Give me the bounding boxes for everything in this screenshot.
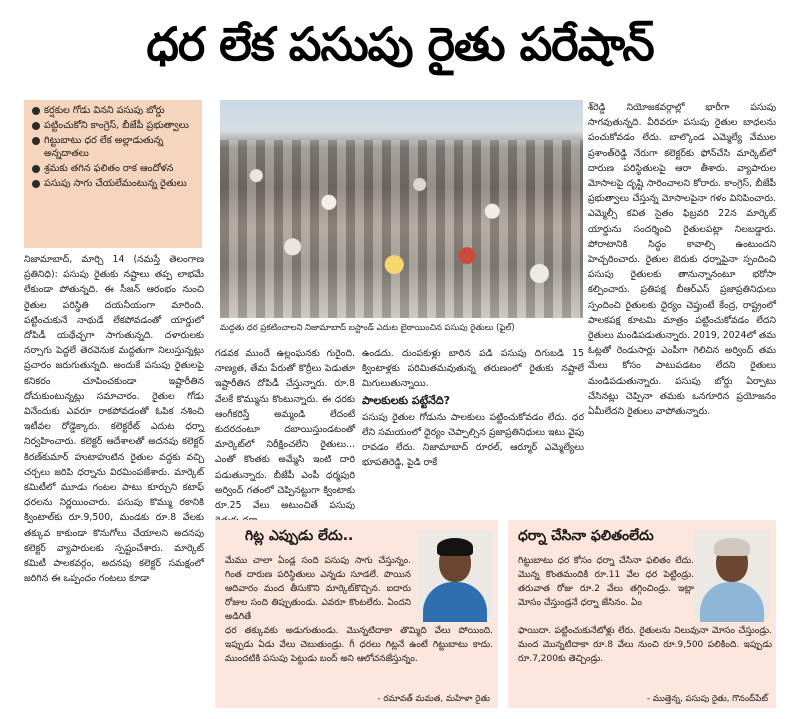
- highlight-text: గిట్టుబాటు ధర లేక అల్లాడుతున్న అన్నదాతలు: [44, 135, 164, 159]
- portrait-hair: [714, 538, 750, 556]
- photo-caption: మద్దతు ధర ప్రకటించాలని నిజామాబాద్ బస్టాండ్ ఎదుట బైఠాయించిన పసుపు రైతులు (ఫైల్): [220, 322, 515, 332]
- article-text: ఉండదు. దుంపకుళ్లు బారిన పడి పసుపు దిగుబడి 15 క్వింటాళ్లకు పరిమితమవుతున్న తరుణంలో రైతుకు నష్టాలే మిగులుతున్నాయి.: [362, 348, 584, 390]
- quote-text: ఫాయిదా. పట్టించుకునేటోళ్లు లేరు. రైతులను నిలువునా మోసం చేస్తుండ్రు. మంద మొన్నటిదాకా రూ.8 వేలు నుంచి రూ.9,500 పలికింది. ఇప్పుడు రూ.7,200కు తెచ్చిండ్రు.: [518, 626, 772, 664]
- bullet-icon: [32, 122, 40, 130]
- portrait-body: [423, 582, 487, 622]
- farmer-quote-box-2: [508, 520, 776, 708]
- protest-photo: [220, 100, 583, 318]
- article-column-4: [588, 100, 776, 518]
- quote-signature: - రమావత్ మమత, మహిళా రైతు: [377, 694, 490, 704]
- portrait-body: [700, 582, 764, 622]
- highlight-item: [30, 177, 196, 190]
- article-column-3: [362, 346, 584, 518]
- quote-text: మేము చాలా ఏండ్ల సంది పసుపు సాగు చేస్తున్నం. గింత దారుణ పరిస్థితులు ఎన్నడు సూడలే. పొయిన ఆదివారం మంద తీసుకొని మార్కెట్‌కొచ్చిన. ఐదారు రోజుల సంది తిప్పుతుండు. ఎవరూ కొంటలేరు. ఏందని అడిగితే: [225, 556, 411, 622]
- quote-signature: - ముత్తెన్న, పసుపు రైతు, గొనంద్‌పేట్: [646, 694, 768, 704]
- highlight-item: [30, 119, 196, 132]
- article-text: పసుపు రైతుల గోడును పాలకులు పట్టించుకోవడం లేదు. ధర లేని సమయంలో ధైర్యం చెప్పాల్సిన ప్రజాప్రతినిధులు ఇటు వైపు రావడం లేదు. నిజామాబాద్ రూరల్, ఆర్మూర్ ఎమ్మెల్యేలు భూపతిరెడ్డి, పైడి రాకే: [362, 411, 584, 469]
- bullet-icon: [32, 107, 40, 115]
- article-column-1: [24, 252, 204, 700]
- article-text: నిజామాబాద్, మార్చి 14 (నమస్తే తెలంగాణ ప్రతినిధి): పసుపు రైతుకు నష్టాలు తప్ప లాభమే లేకుండా పోతున్నది. ఈ సీజన్ ఆరంభం నుంచి రైతుల పరిస్థితి దయనీయంగా మారింది. పట్టించుకునే నాథుడే లేకపోవడంతో యార్డులో దోపిడీ యథేచ్ఛగా సాగుతున్నది. దళారులకు నర్సాగు పెద్దలే తెరవెనుక మద్దతుగా నిలుస్తున్నట్లు ప్రచారం జరుగుతున్నది. అందుకే పసుపు రైతులపై కనికరం చూపించకుండా ఇష్టారీతిన దోచుకుంటున్నట్లు సమాచారం. రైతుల గోడు వినేందుకు ఎవరూ రాకపోవడంతో ఓపిక నశించి ఇటీవల రోడ్డెక్కారు. కలెక్టరేట్ ఎదుట ధర్నా నిర్వహించారు. కలెక్టర్ ఆదేశాలతో అదనపు కలెక్టర్ కిరణ్‌కుమార్ హుటాహుటిన రైతుల వద్దకు వచ్చి చర్చలు జరిపి ధర్నాను విరమింపజేశారు. మార్కెట్ కమిటీలో మూడు గంటల పాటు కూర్చుని కటాఫ్ ధరలను నిర్ణయించారు. పసుపు కొమ్ము రకానికి క్వింటాల్‌కు రూ.9,500, మండకు రూ.8 వేలకు తక్కువ కాకుండా కొనుగోలు చేయాలని అదనపు కలెక్టర్ వ్యాపారులకు స్పష్టంచేశారు. మార్కెట్ కమిటీ పాలకవర్గం, అదనపు కలెక్టర్ సమక్షంలో జరిగిన ఈ ఒప్పందం గంటలు కూడా: [24, 254, 204, 585]
- headline: ధర లేక పసుపు రైతు పరేషాన్: [146, 17, 654, 71]
- quote-title: గిట్ల ఎప్పుడు లేదు..: [245, 528, 354, 544]
- bullet-icon: [32, 165, 40, 173]
- section-subheading: పాలకులకు పట్టేనేది?: [362, 393, 451, 407]
- quote-text: ధర తక్కువకు అడుగుతుండు. మొన్నటిదాకా తొమ్మిది వేలు పోయింది. ఇప్పుడు ఏడు వేలు చెబుతుండ్రు. గీ ధరలు గిట్లనే ఉంటే గిట్టుబాటు కాదు. ముందటికి పసుపు పెట్టుడు బంద్ అని ఆలోచనజేస్తున్నం.: [225, 626, 493, 664]
- bullet-icon: [32, 180, 40, 188]
- highlight-item: [30, 104, 196, 117]
- highlight-text: పసుపు సాగు చేయలేమంటున్న రైతులు: [44, 178, 187, 189]
- farmer-portrait: [694, 530, 770, 618]
- farmer-quote-box-1: [215, 520, 498, 708]
- highlight-text: పట్టించుకోని కాంగ్రెస్, బీజేపీ ప్రభుత్వాలు: [44, 120, 189, 131]
- highlights-box: [24, 100, 202, 248]
- farmer-portrait: [417, 530, 493, 618]
- highlight-text: శ్రమకు తగిన ఫలితం రాక ఆందోళన: [44, 163, 174, 174]
- bullet-icon: [32, 137, 40, 145]
- article-text: గడవక ముందే ఉల్లంఘనకు గురైంది. నాణ్యత, తేమ పేరుతో కొర్రీలు పెడుతూ ఇష్టారీతిన దోపిడీ చేస్తున్నారు. రూ.8 వేలకే కొమ్మును కొంటున్నారు. ఈ ధరకు ఆంగీకరిస్తే అమ్మండి లేదంటే కుదరదంటూ దబాయిస్తుండటంతో మార్కెట్‌లో నిరీక్షించలేని రైతులు... ఎంతో కొంతకు అమ్మేసి ఇంటి దారి పడుతున్నారు. బీజేపీ ఎంపీ ధర్మపురి అర్వింద్ గతంలో చెప్పినట్టుగా క్వింటాకు రూ.25 వేలు అటుంచితే పసుపు: [215, 348, 355, 512]
- quote-title: ధర్నా చేసినా ఫలితంలేదు: [518, 528, 654, 544]
- highlight-item: [30, 162, 196, 175]
- quote-text: గిట్టుబాటు ధర కోసం ధర్నా చేసినా ఫలితం లేదు. మొన్న కొంతమందికి రూ.11 వేల ధర పెట్టిండ్రు. తరువాత రోజు రూ.2 వేలు తగ్గించిండ్రు. ఇట్లా మోసం చేస్తుండ్రనే ధర్నా జేసినం. ఏం: [518, 556, 694, 608]
- article-column-2: [215, 346, 355, 518]
- highlight-item: [30, 134, 196, 160]
- crowd-image: [220, 140, 583, 318]
- article-text: శ్‌రెడ్డి నియోజకవర్గాల్లో భారీగా పసుపు సాగవుతున్నది. వీరివరూ పసుపు రైతుల బాధలను పంచుకోవడం లేదు. బాల్కొండ ఎమ్మెల్యే వేముల ప్రశాంత్‌రెడ్డి నేరుగా కలెక్టర్‌కు ఫోన్‌చేసి మార్కెట్‌లో దారుణ పరిస్థితులపై ఆరా తీశారు. వ్యాపారుల మోసాలపై దృష్టి సారించాలని కోరారు. కాంగ్రెస్, బీజేపీ ప్రభుత్వాలు చేస్తున్న మోసాలపైనా గళం వినిపించారు. ఎమ్మెల్సీ కవిత సైతం ఫిబ్రవరి 22న మార్కెట్ యార్డును సందర్శించి రైతులపట్లా నిలబడ్డారు. పోరాటానికి సిద్ధం కావాల్సి ఉంటుందని హెచ్చరించారు. రైతుల బెరుకు ధర్నాపైనా స్పందించి పసుపు రైతులకు తానున్నానంటూ భరోసా కల్పించారు. ప్రతిపక్ష బీఆర్ఎస్ ప్రజాప్రతినిధులు స్పందించి రైతులకు ధైర్యం చెప్తుంటే కేంద్ర, రాష్ట్రంలో పాలకపక్ష కూటమి మాత్రం పట్టించుకోవడం లేదని రైతులు మండిపడుతున్నారు. 2019, 2024లో తమ ఓట్లతో రెండుసార్లు ఎంపీగా గెలిచిన అర్వింద్ తమ మేలు కోసం పాటుపడటం లేదని రైతులు మండిపడుతున్నారు. పసుపు బోర్డు ఏర్పాటు చేసినట్లు చెప్పినా తమకు ఒనగూరిన ప్రయోజనం ఏమీలేదని రైతులు వాపోతున్నారు.: [588, 102, 776, 418]
- highlight-text: కర్షకుల గోడు వినని పసుపు బోర్డు: [44, 105, 165, 116]
- portrait-hair: [437, 538, 473, 556]
